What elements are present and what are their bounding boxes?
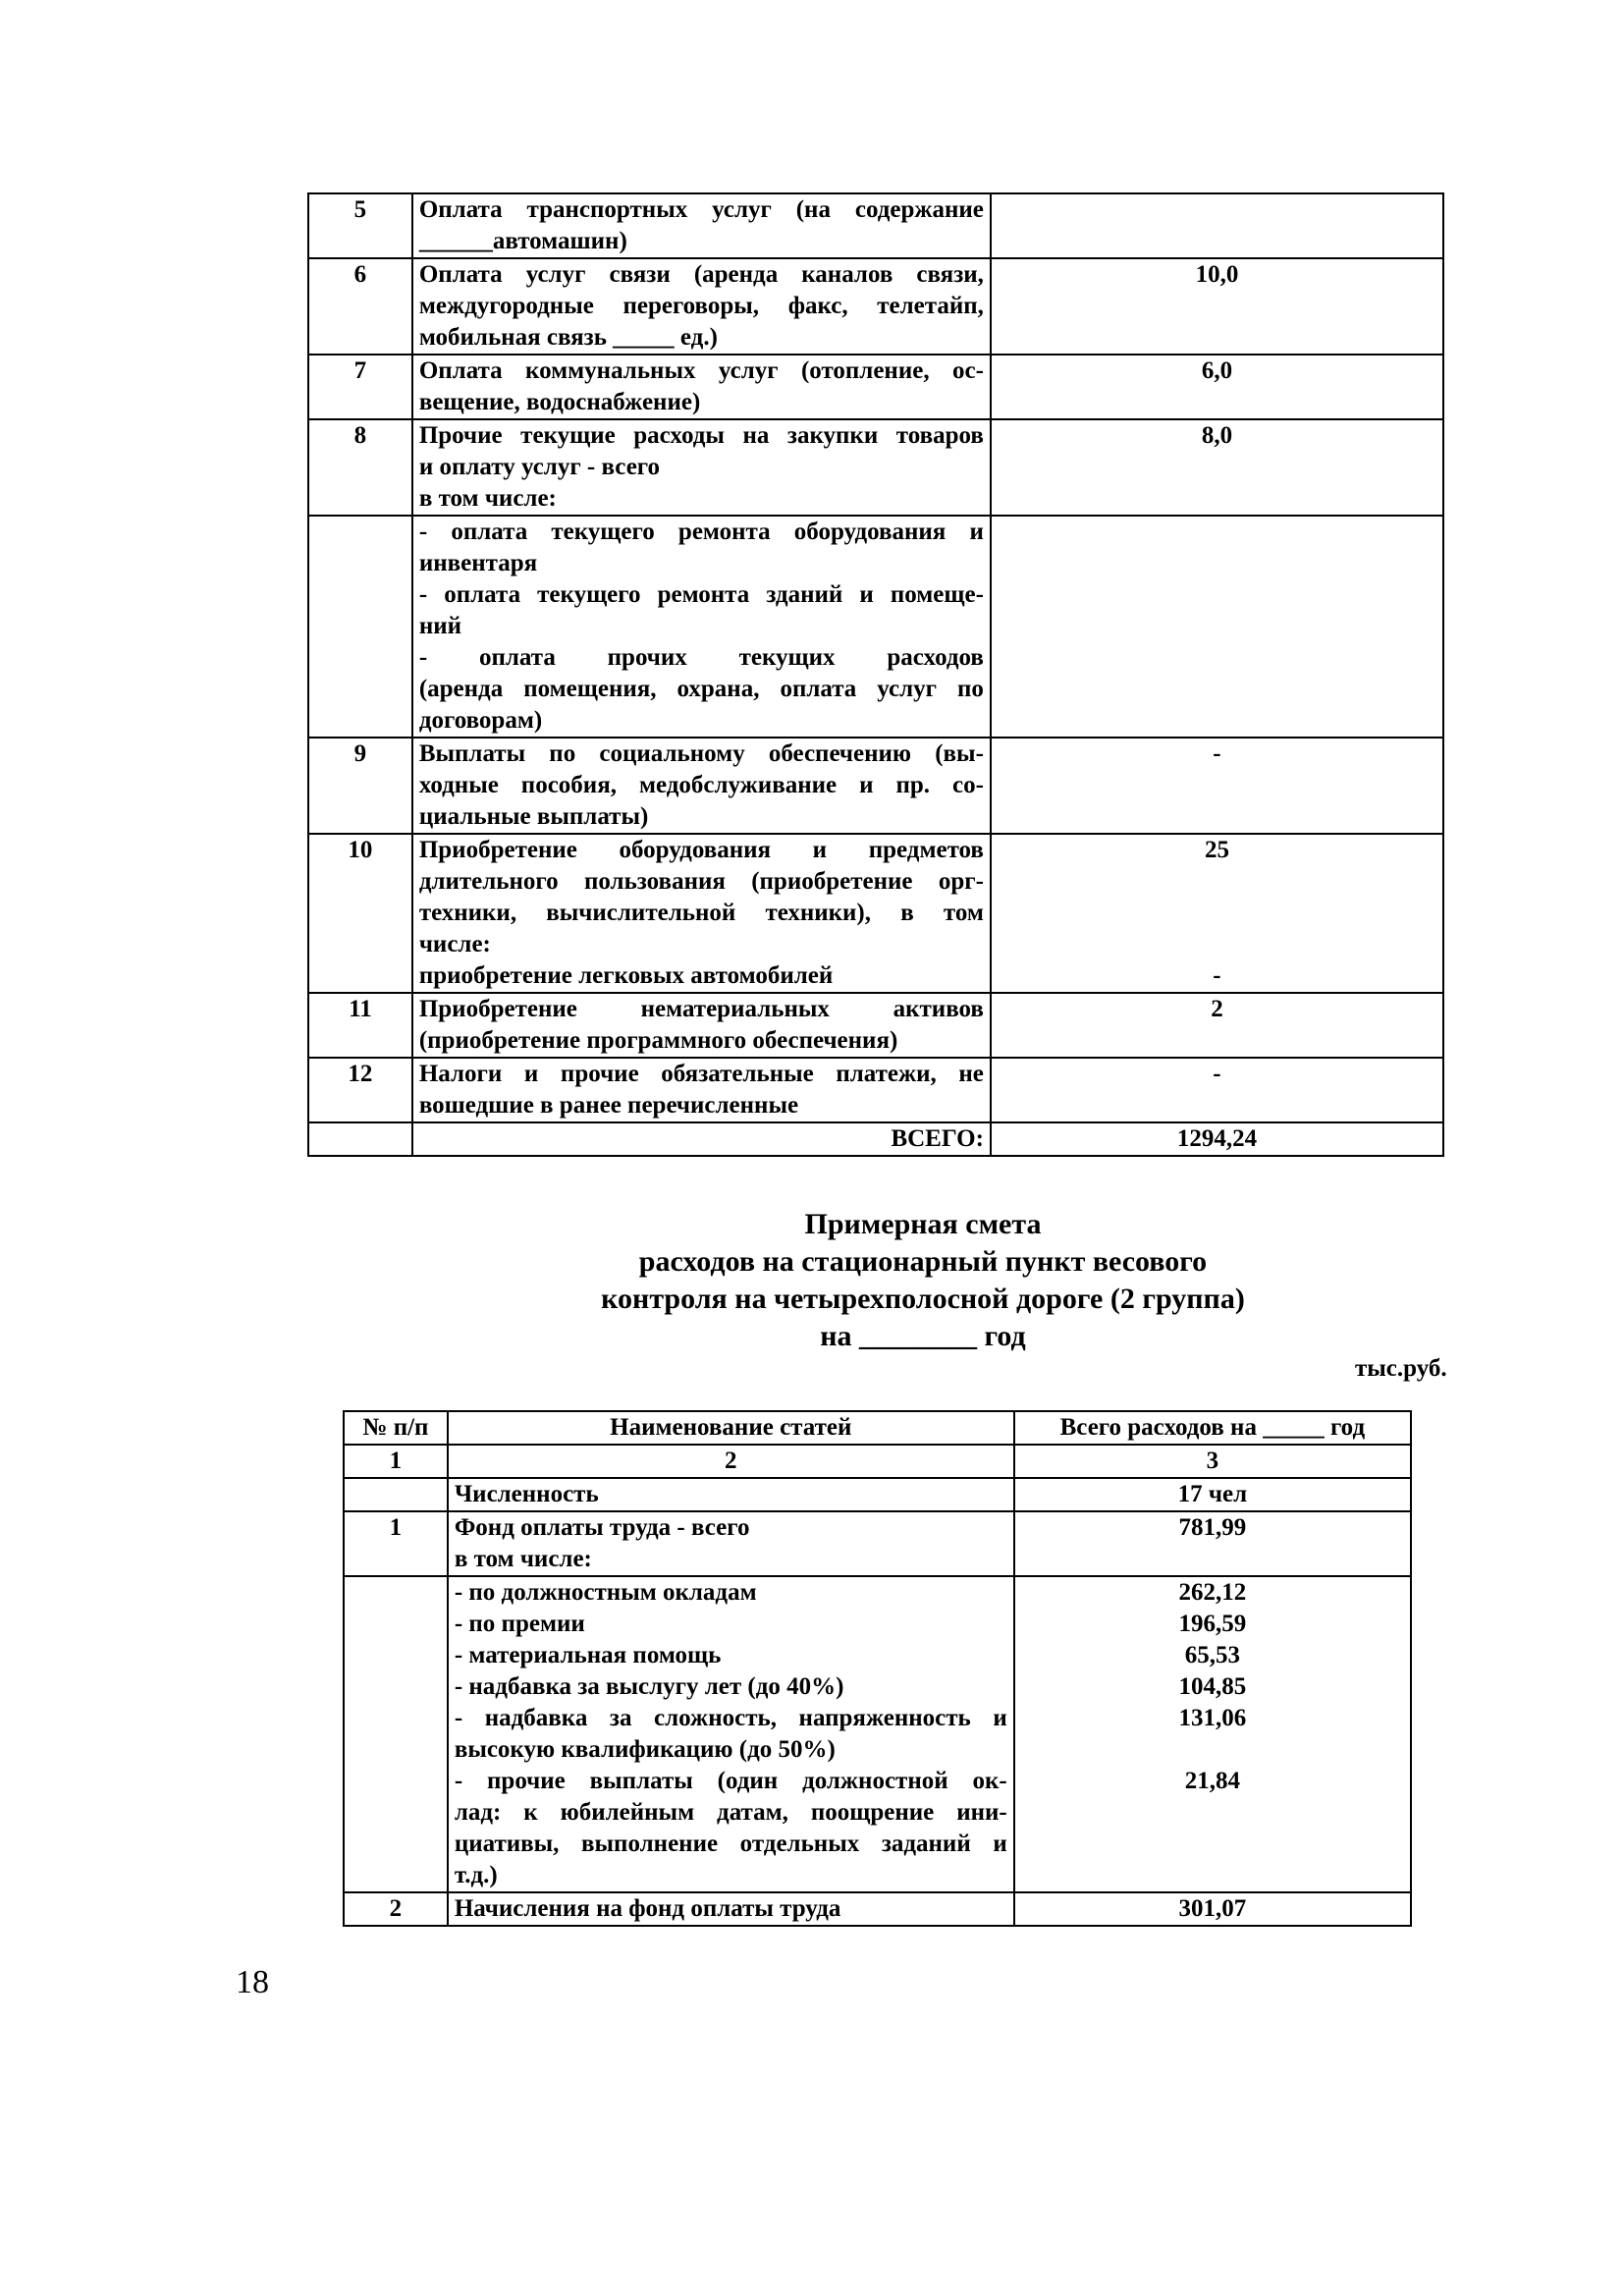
value-line: 21,84 xyxy=(1184,1768,1240,1794)
units-label: тыс.руб. xyxy=(1355,1355,1447,1382)
description-line: ний xyxy=(418,613,462,639)
expense-table-continued xyxy=(307,192,1444,1157)
row-number: 9 xyxy=(308,738,412,834)
value-line xyxy=(1021,1797,1404,1829)
row-number: 2 xyxy=(344,1892,448,1926)
description-line: - по премии xyxy=(454,1611,585,1637)
row-number: 5 xyxy=(308,193,412,258)
row-value xyxy=(1014,1892,1411,1926)
value-line xyxy=(998,866,1436,898)
row-number xyxy=(308,516,412,738)
table-row xyxy=(308,1058,1443,1122)
description-line: - надбавка за сложность, напряженность и xyxy=(454,1705,1007,1731)
description-line: числе: xyxy=(418,931,491,957)
estimate-title-line4: на ________ год xyxy=(820,1320,1026,1352)
description-line: в том числе: xyxy=(454,1546,592,1572)
description-line: договорам) xyxy=(418,707,543,734)
row-number xyxy=(344,1576,448,1892)
row-value xyxy=(991,516,1443,738)
table-row xyxy=(308,738,1443,834)
expense-table-body xyxy=(308,193,1443,1122)
colnum-1: 1 xyxy=(344,1445,448,1478)
row-value xyxy=(991,258,1443,355)
description-line: длительного пользования (приобретение орг- xyxy=(418,868,984,895)
table-row xyxy=(308,258,1443,355)
row-description xyxy=(412,993,991,1058)
value-line: 2 xyxy=(1211,996,1223,1022)
description-line: циативы, выполнение отдельных заданий и xyxy=(454,1831,1007,1857)
value-line xyxy=(998,517,1436,548)
row-value xyxy=(1014,1478,1411,1511)
estimate-table-body xyxy=(344,1478,1411,1926)
total-num-cell xyxy=(308,1122,412,1156)
description-line: Приобретение нематериальных активов xyxy=(418,996,984,1022)
table-row xyxy=(344,1576,1411,1892)
row-value xyxy=(1014,1511,1411,1576)
value-line: 781,99 xyxy=(1178,1514,1247,1541)
value-line xyxy=(998,194,1436,226)
description-line: - прочие выплаты (один должностной ок- xyxy=(454,1768,1007,1794)
value-line xyxy=(998,929,1436,960)
column-number-row xyxy=(344,1445,1411,1478)
value-line: 17 чел xyxy=(1177,1481,1248,1507)
row-value xyxy=(991,834,1443,993)
value-line: 25 xyxy=(1204,837,1229,863)
description-line: техники, вычислительной техники), в том xyxy=(418,900,984,926)
description-line: и оплату услуг - всего xyxy=(418,454,661,480)
row-description xyxy=(448,1892,1014,1926)
description-line: Оплата транспортных услуг (на содержание xyxy=(418,196,984,223)
table-row xyxy=(308,516,1443,738)
value-line: 131,06 xyxy=(1178,1705,1247,1731)
table-row xyxy=(344,1478,1411,1511)
description-line: Налоги и прочие обязательные платежи, не xyxy=(418,1061,984,1087)
table-row xyxy=(308,419,1443,516)
description-line: (аренда помещения, охрана, оплата услуг по xyxy=(418,676,984,702)
description-line: Оплата коммунальных услуг (отопление, ос- xyxy=(418,357,984,384)
description-line: мобильная связь _____ ед.) xyxy=(418,324,718,351)
row-value xyxy=(1014,1576,1411,1892)
row-description xyxy=(448,1576,1014,1892)
description-line: Начисления на фонд оплаты труда xyxy=(454,1895,841,1922)
row-value xyxy=(991,993,1443,1058)
description-line: Численность xyxy=(454,1481,599,1507)
description-line: ______автомашин) xyxy=(418,228,627,254)
description-line: циальные выплаты) xyxy=(418,803,649,830)
row-description xyxy=(412,258,991,355)
total-row xyxy=(308,1122,1443,1156)
estimate-title-line3: контроля на четырехполосной дороге (2 группа) xyxy=(601,1283,1245,1315)
value-line: 10,0 xyxy=(1195,261,1239,288)
row-number: 6 xyxy=(308,258,412,355)
row-number: 12 xyxy=(308,1058,412,1122)
description-line: Прочие текущие расходы на закупки товаров xyxy=(418,422,984,449)
description-line: инвентаря xyxy=(418,550,538,576)
row-number: 1 xyxy=(344,1511,448,1576)
description-line: ходные пособия, медобслуживание и пр. со- xyxy=(418,772,984,798)
row-number: 11 xyxy=(308,993,412,1058)
table-row xyxy=(344,1511,1411,1576)
value-line: 196,59 xyxy=(1178,1611,1247,1637)
row-description xyxy=(448,1511,1014,1576)
table-row xyxy=(308,193,1443,258)
description-line: Оплата услуг связи (аренда каналов связи, xyxy=(418,261,984,288)
value-line: 65,53 xyxy=(1184,1642,1240,1668)
table-row xyxy=(308,355,1443,419)
value-line xyxy=(998,898,1436,929)
row-value xyxy=(991,1058,1443,1122)
row-description xyxy=(412,355,991,419)
description-line: Выплаты по социальному обеспечению (вы- xyxy=(418,740,984,767)
description-line: вещение, водоснабжение) xyxy=(418,389,701,415)
value-line: 262,12 xyxy=(1178,1579,1247,1606)
row-number xyxy=(344,1478,448,1511)
value-line: 301,07 xyxy=(1178,1895,1247,1922)
value-line: 6,0 xyxy=(1201,357,1233,384)
header-row xyxy=(344,1411,1411,1445)
value-line xyxy=(1021,1860,1404,1891)
estimate-title-line2: расходов на стационарный пункт весового xyxy=(638,1245,1208,1278)
header-name: Наименование статей xyxy=(448,1411,1014,1445)
description-line: - оплата текущего ремонта оборудования и xyxy=(418,519,984,545)
value-line xyxy=(1021,1829,1404,1860)
row-description xyxy=(412,1058,991,1122)
row-value xyxy=(991,193,1443,258)
table-row xyxy=(344,1892,1411,1926)
row-description xyxy=(412,516,991,738)
value-line: - xyxy=(1213,1061,1221,1087)
description-line: - оплата текущего ремонта зданий и помеще- xyxy=(418,581,984,608)
value-line: 104,85 xyxy=(1178,1673,1247,1700)
header-num: № п/п xyxy=(344,1411,448,1445)
row-description xyxy=(412,834,991,993)
description-line: в том числе: xyxy=(418,485,557,512)
description-line: приобретение легковых автомобилей xyxy=(418,962,834,989)
row-value xyxy=(991,355,1443,419)
description-line: - надбавка за выслугу лет (до 40%) xyxy=(454,1673,844,1700)
value-line: - xyxy=(1213,962,1221,989)
description-line: (приобретение программного обеспечения) xyxy=(418,1027,898,1054)
description-line: междугородные переговоры, факс, телетайп, xyxy=(418,293,984,319)
table-row xyxy=(308,834,1443,993)
description-line: Приобретение оборудования и предметов xyxy=(418,837,984,863)
row-description xyxy=(412,193,991,258)
description-line: т.д.) xyxy=(454,1862,498,1888)
row-number: 10 xyxy=(308,834,412,993)
description-line: высокую квалификацию (до 50%) xyxy=(454,1736,836,1763)
table-row xyxy=(308,993,1443,1058)
row-description xyxy=(412,419,991,516)
description-line: лад: к юбилейным датам, поощрение ини- xyxy=(454,1799,1007,1826)
estimate-table xyxy=(343,1410,1412,1927)
row-value xyxy=(991,419,1443,516)
page-number: 18 xyxy=(236,1964,269,2000)
value-line: 8,0 xyxy=(1201,422,1233,449)
value-line xyxy=(1021,1734,1404,1766)
row-description xyxy=(412,738,991,834)
row-description xyxy=(448,1478,1014,1511)
row-value xyxy=(991,738,1443,834)
description-line: Фонд оплаты труда - всего xyxy=(454,1514,750,1541)
value-line: - xyxy=(1213,740,1221,767)
total-label: ВСЕГО: xyxy=(412,1122,991,1156)
estimate-title-line1: Примерная смета xyxy=(804,1208,1042,1240)
row-number: 8 xyxy=(308,419,412,516)
description-line: вошедшие в ранее перечисленные xyxy=(418,1092,799,1119)
header-total: Всего расходов на _____ год xyxy=(1014,1411,1411,1445)
description-line: - материальная помощь xyxy=(454,1642,722,1668)
colnum-2: 2 xyxy=(448,1445,1014,1478)
description-line: - по должностным окладам xyxy=(454,1579,757,1606)
description-line: - оплата прочих текущих расходов xyxy=(418,644,984,671)
colnum-3: 3 xyxy=(1014,1445,1411,1478)
total-value: 1294,24 xyxy=(991,1122,1443,1156)
row-number: 7 xyxy=(308,355,412,419)
